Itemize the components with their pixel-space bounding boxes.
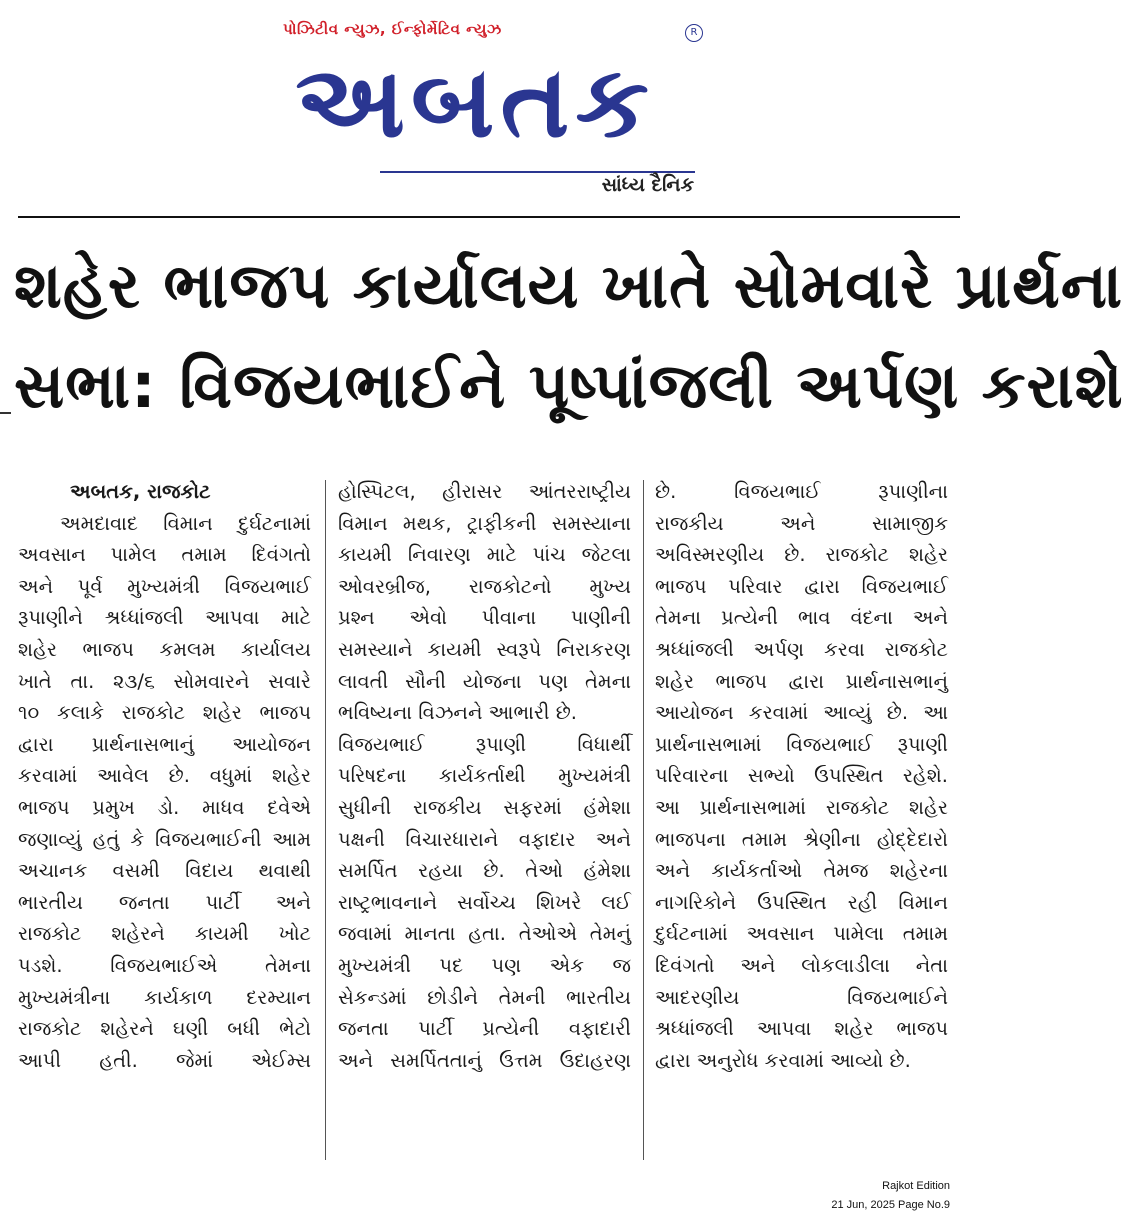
- paragraph-line: દિવંગતો અને લોકલાડીલા નેતા: [655, 953, 948, 977]
- paragraph-line: આ પ્રાર્થનાસભામાં રાજકોટ શહેર: [655, 795, 948, 819]
- masthead-subtitle: સાંધ્ય દૈનિક: [601, 174, 694, 196]
- paragraph-line: રાજકોટ શહેરને ઘણી બધી ભેટો: [18, 1017, 311, 1041]
- paragraph-line: જણાવ્યું હતું કે વિજયભાઈની આમ: [18, 827, 311, 851]
- paragraph-line: તેમના પ્રત્યેની ભાવ વંદના અને: [655, 606, 948, 630]
- paragraph-line: પ્રાર્થનાસભામાં વિજયભાઈ રૂપાણી: [655, 732, 948, 756]
- masthead: [0, 0, 960, 215]
- paragraph-line: મુખ્યમંત્રી પદ પણ એક જ: [338, 953, 631, 977]
- paragraph-line: દ્વારા અનુરોધ કરવામાં આવ્યો છે.: [655, 1048, 911, 1072]
- paragraph-line: શ્રધ્ધાંજલી અર્પણ કરવા રાજકોટ: [655, 637, 948, 661]
- paragraph-line: હોસ્પિટલ, હીરાસર આંતરરાષ્ટ્રીય: [338, 480, 631, 503]
- paragraph-line: ઓવરબ્રીજ, રાજકોટનો મુખ્ય: [338, 574, 631, 598]
- paragraph-line: રાજકીય અને સામાજીક: [655, 511, 948, 535]
- newspaper-logo: [255, 40, 695, 165]
- paragraph-line: પક્ષની વિચારધારાને વફાદાર અને: [338, 827, 631, 851]
- column-divider: [325, 480, 326, 1160]
- paragraph-line: ભાજપ પ્રમુખ ડો. માધવ દવેએ: [18, 795, 311, 819]
- paragraph-line: દુર્ઘટનામાં અવસાન પામેલા તમામ: [655, 922, 948, 946]
- paragraph-line: રૂપાણીને શ્રધ્ધાંજલી આપવા માટે: [18, 606, 311, 630]
- paragraph-line: લાવતી સૌની યોજના પણ તેમના: [338, 669, 631, 693]
- article-column-3: [655, 476, 948, 1166]
- paragraph-line: જનતા પાર્ટી પ્રત્યેની વફાદારી: [338, 1017, 631, 1041]
- paragraph-line: વિજયભાઈ રૂપાણી વિધાર્થી: [338, 732, 631, 756]
- paragraph-line: ભવિષ્યના વિઝનને આભારી છે.: [338, 701, 577, 725]
- article-column-1: [18, 476, 311, 1166]
- crop-mark: [0, 412, 11, 414]
- paragraph-line: રાષ્ટ્રભાવનાને સર્વોચ્ચ શિખરે લઈ: [338, 890, 631, 914]
- paragraph-line: રાજકોટ શહેરને કાયમી ખોટ: [18, 922, 311, 946]
- paragraph-line: છે. વિજયભાઈ રૂપાણીના: [655, 480, 948, 503]
- logo-underline: [380, 171, 695, 173]
- paragraph-line: વિમાન મથક, ટ્રાફીકની સમસ્યાના: [338, 511, 631, 535]
- paragraph-line: પ્રશ્ન એવો પીવાના પાણીની: [338, 606, 631, 630]
- paragraph-line: ૧૦ કલાકે રાજકોટ શહેર ભાજપ: [18, 701, 311, 725]
- headline-line-1: શહેર ભાજપ કાર્યાલય ખાતે સોમવારે પ્રાર્થના: [14, 249, 1124, 322]
- masthead-tagline: પોઝિટીવ ન્યુઝ, ઈન્ફોર્મેટિવ ન્યુઝ: [283, 20, 502, 38]
- edition-name: Rajkot Edition: [882, 1180, 950, 1192]
- header-divider: [18, 216, 960, 218]
- dateline: અબતક, રાજકોટ: [70, 480, 211, 503]
- paragraph-line: સમર્પિત રહયા છે. તેઓ હંમેશા: [338, 859, 631, 883]
- paragraph-line: ભાજપ પરિવાર દ્વારા વિજયભાઈ: [655, 574, 948, 598]
- paragraph-line: જવામાં માનતા હતા. તેઓએ તેમનું: [338, 922, 631, 946]
- paragraph-line: અને સમર્પિતતાનું ઉત્તમ ઉદાહરણ: [338, 1048, 631, 1072]
- paragraph-line: સેકન્ડમાં છોડીને તેમની ભારતીય: [338, 985, 631, 1009]
- date-page-number: 21 Jun, 2025 Page No.9: [831, 1199, 950, 1211]
- paragraph-line: શ્રધ્ધાંજલી આપવા શહેર ભાજપ: [655, 1017, 948, 1041]
- paragraph-line: અવસાન પામેલ તમામ દિવંગતો: [18, 543, 311, 567]
- registered-mark: R: [685, 24, 703, 42]
- paragraph-line: સમસ્યાને કાયમી સ્વરૂપે નિરાકરણ: [338, 637, 631, 661]
- newspaper-logo-text: અબતક: [295, 44, 655, 160]
- column-divider: [643, 480, 644, 1160]
- article-column-2: [338, 476, 631, 1166]
- paragraph-line: ભાજપના તમામ શ્રેણીના હોદ્દેદારો: [655, 827, 948, 851]
- paragraph-line: નાગરિકોને ઉપસ્થિત રહી વિમાન: [655, 890, 948, 914]
- paragraph-line: ભારતીય જનતા પાર્ટી અને: [18, 890, 311, 914]
- paragraph-line: અને કાર્યકર્તાઓ તેમજ શહેરના: [655, 859, 948, 883]
- paragraph-line: અચાનક વસમી વિદાય થવાથી: [18, 859, 311, 883]
- article-body: [18, 476, 948, 1166]
- paragraph-line: શહેર ભાજપ કમલમ કાર્યાલય: [18, 637, 311, 661]
- paragraph-line: પરિવારના સભ્યો ઉપસ્થિત રહેશે.: [655, 764, 948, 788]
- paragraph-line: પડશે. વિજયભાઈએ તેમના: [18, 953, 311, 977]
- paragraph-line: ખાતે તા. ૨૩/૬ સોમવારને સવારે: [18, 669, 311, 693]
- paragraph-line: પરિષદના કાર્યકર્તાથી મુખ્યમંત્રી: [338, 764, 631, 788]
- paragraph-line: દ્વારા પ્રાર્થનાસભાનું આયોજન: [18, 732, 311, 756]
- paragraph-line: કરવામાં આવેલ છે. વધુમાં શહેર: [18, 764, 311, 788]
- paragraph-line: અવિસ્મરણીય છે. રાજકોટ શહેર: [655, 543, 948, 567]
- edition-footer: [750, 1177, 950, 1215]
- paragraph-line: શહેર ભાજપ દ્વારા પ્રાર્થનાસભાનું: [655, 669, 948, 693]
- paragraph-line: સુધીની રાજકીય સફરમાં હંમેશા: [338, 795, 631, 819]
- paragraph-line: અને પૂર્વ મુખ્યમંત્રી વિજયભાઈ: [18, 574, 311, 598]
- paragraph-line: આયોજન કરવામાં આવ્યું છે. આ: [655, 701, 948, 725]
- paragraph-line: મુખ્યમંત્રીના કાર્યકાળ દરમ્યાન: [18, 985, 311, 1009]
- headline: [14, 236, 1124, 436]
- headline-line-2: સભા: વિજયભાઈને પૂષ્પાંજલી અર્પણ કરાશે: [14, 349, 1124, 422]
- paragraph-line: આદરણીય વિજયભાઈને: [655, 985, 948, 1009]
- paragraph-line: આપી હતી. જેમાં એઈમ્સ: [18, 1048, 311, 1072]
- paragraph-line: અમદાવાદ વિમાન દુર્ઘટનામાં: [60, 511, 311, 535]
- paragraph-line: કાયમી નિવારણ માટે પાંચ જેટલા: [338, 543, 631, 567]
